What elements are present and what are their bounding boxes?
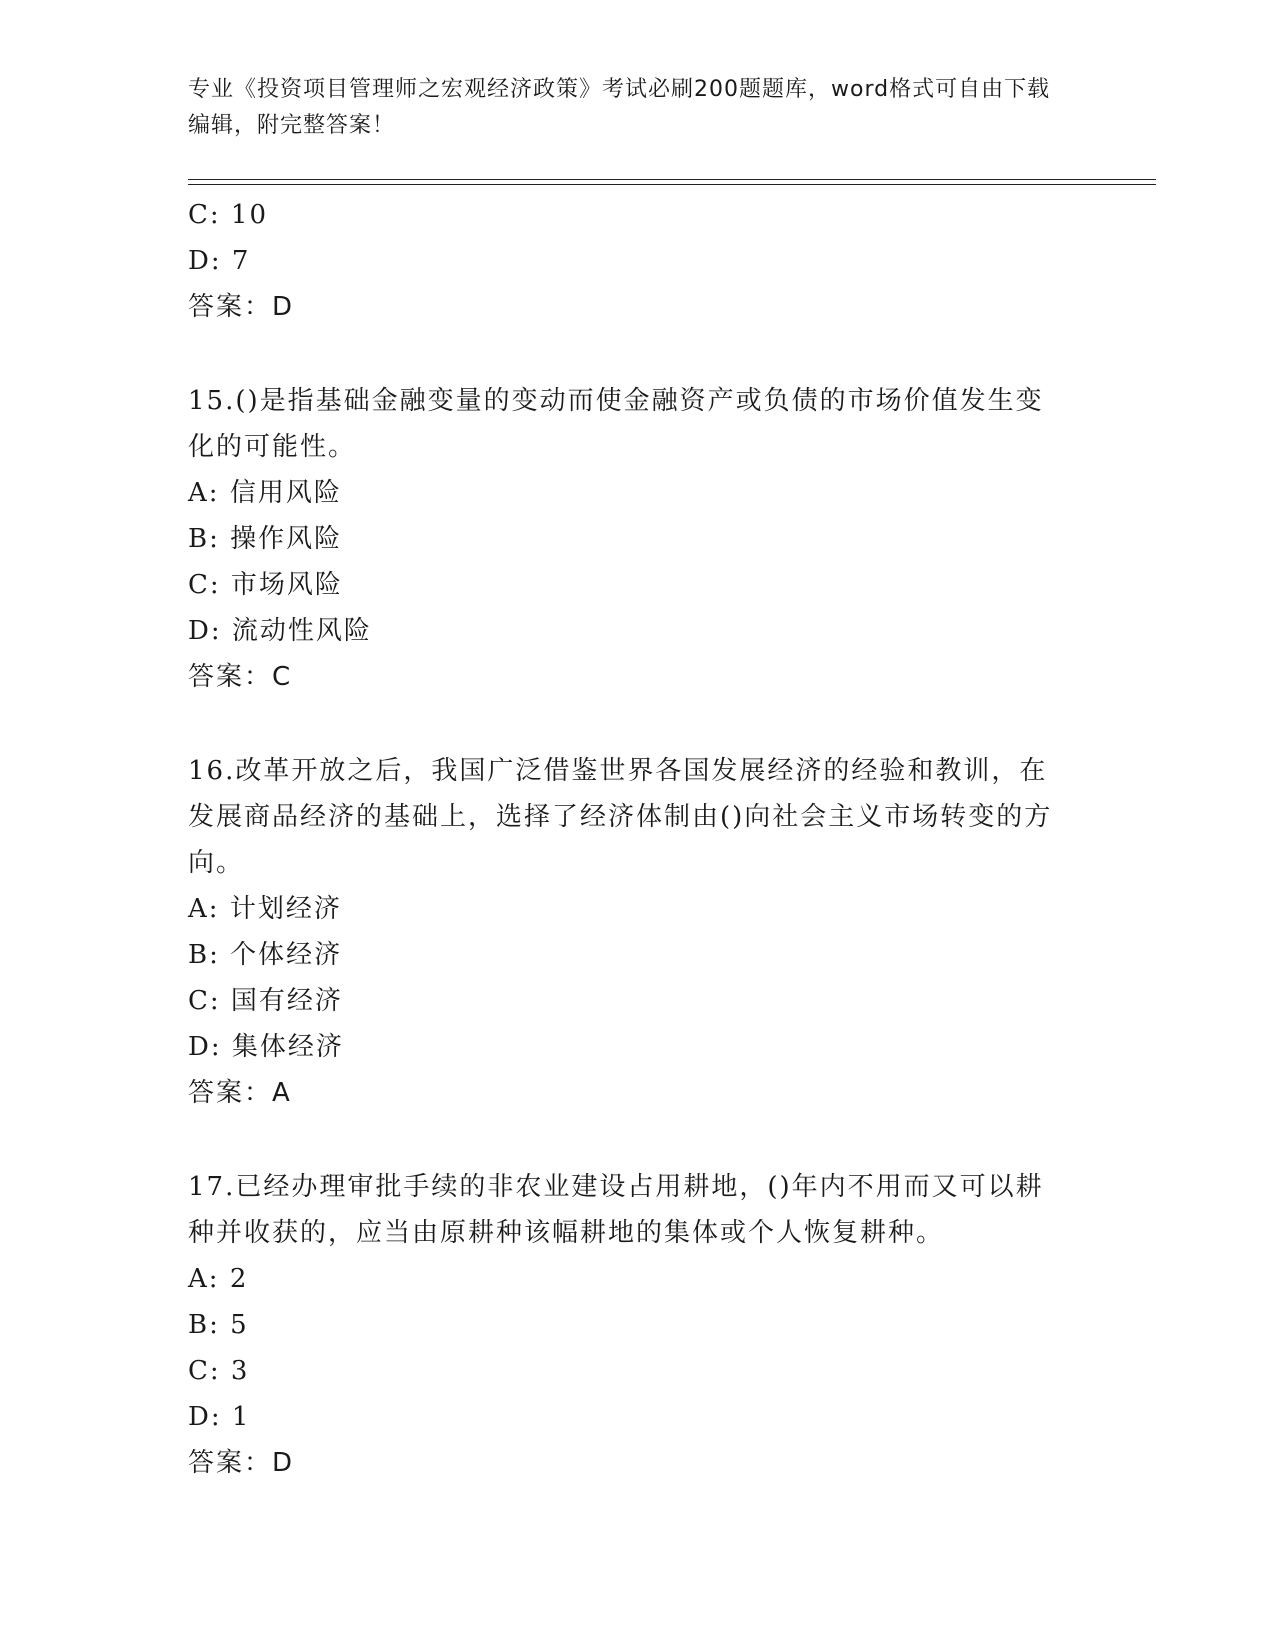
option-text: 5 xyxy=(230,1310,249,1340)
option-label: C: xyxy=(188,570,231,600)
option-line xyxy=(188,470,1088,516)
option-label: C: xyxy=(188,200,231,230)
option-label: B: xyxy=(188,1310,231,1340)
answer-line: 答案：C xyxy=(188,662,293,692)
option-label: B: xyxy=(188,940,231,970)
option-label: D: xyxy=(188,1032,232,1062)
answer-line: 答案：D xyxy=(188,1448,295,1478)
option-label: D: xyxy=(188,1402,232,1432)
option-line xyxy=(188,1256,1088,1302)
document-header: 专业《投资项目管理师之宏观经济政策》考试必刷200题题库，word格式可自由下载编辑，附完整答案！ xyxy=(188,77,1051,138)
question-text: 15.()是指基础金融变量的变动而使金融资产或负债的市场价值发生变化的可能性。 xyxy=(188,386,1044,462)
option-text: 2 xyxy=(229,1264,249,1294)
option-line xyxy=(188,238,1088,284)
option-line xyxy=(188,1302,1088,1348)
answer-line: 答案：D xyxy=(188,292,295,322)
option-line xyxy=(188,192,1088,238)
option-text: 市场风险 xyxy=(230,570,343,600)
option-line xyxy=(188,1348,1088,1394)
option-line xyxy=(188,932,1088,978)
option-text: 流动性风险 xyxy=(231,616,372,646)
header-rule-bottom xyxy=(188,184,1156,185)
option-text: 计划经济 xyxy=(229,894,342,924)
question-content xyxy=(188,192,1088,1486)
option-text: 操作风险 xyxy=(230,524,343,554)
option-label: D: xyxy=(188,616,232,646)
option-line xyxy=(188,516,1088,562)
option-text: 集体经济 xyxy=(231,1032,344,1062)
option-text: 7 xyxy=(231,246,251,276)
answer-line: 答案：A xyxy=(188,1078,292,1108)
option-line xyxy=(188,1024,1088,1070)
option-label: C: xyxy=(188,1356,231,1386)
option-label: A: xyxy=(188,478,230,508)
option-text: 10 xyxy=(230,200,269,230)
header-rule-top xyxy=(188,179,1156,180)
question-text: 16.改革开放之后，我国广泛借鉴世界各国发展经济的经验和教训，在发展商品经济的基础上，选择了经济体制由()向社会主义市场转变的方向。 xyxy=(188,756,1053,878)
option-label: A: xyxy=(188,1264,230,1294)
option-label: C: xyxy=(188,986,231,1016)
option-line xyxy=(188,608,1088,654)
option-line xyxy=(188,886,1088,932)
option-line xyxy=(188,1394,1088,1440)
option-text: 1 xyxy=(231,1402,251,1432)
option-text: 国有经济 xyxy=(230,986,343,1016)
option-label: A: xyxy=(188,894,230,924)
question-text: 17.已经办理审批手续的非农业建设占用耕地，()年内不用而又可以耕种并收获的，应当由原耕种该幅耕地的集体或个人恢复耕种。 xyxy=(188,1172,1044,1248)
option-text: 3 xyxy=(230,1356,250,1386)
option-text: 个体经济 xyxy=(230,940,343,970)
option-label: D: xyxy=(188,246,232,276)
option-label: B: xyxy=(188,524,231,554)
option-text: 信用风险 xyxy=(229,478,342,508)
option-line xyxy=(188,978,1088,1024)
option-line xyxy=(188,562,1088,608)
